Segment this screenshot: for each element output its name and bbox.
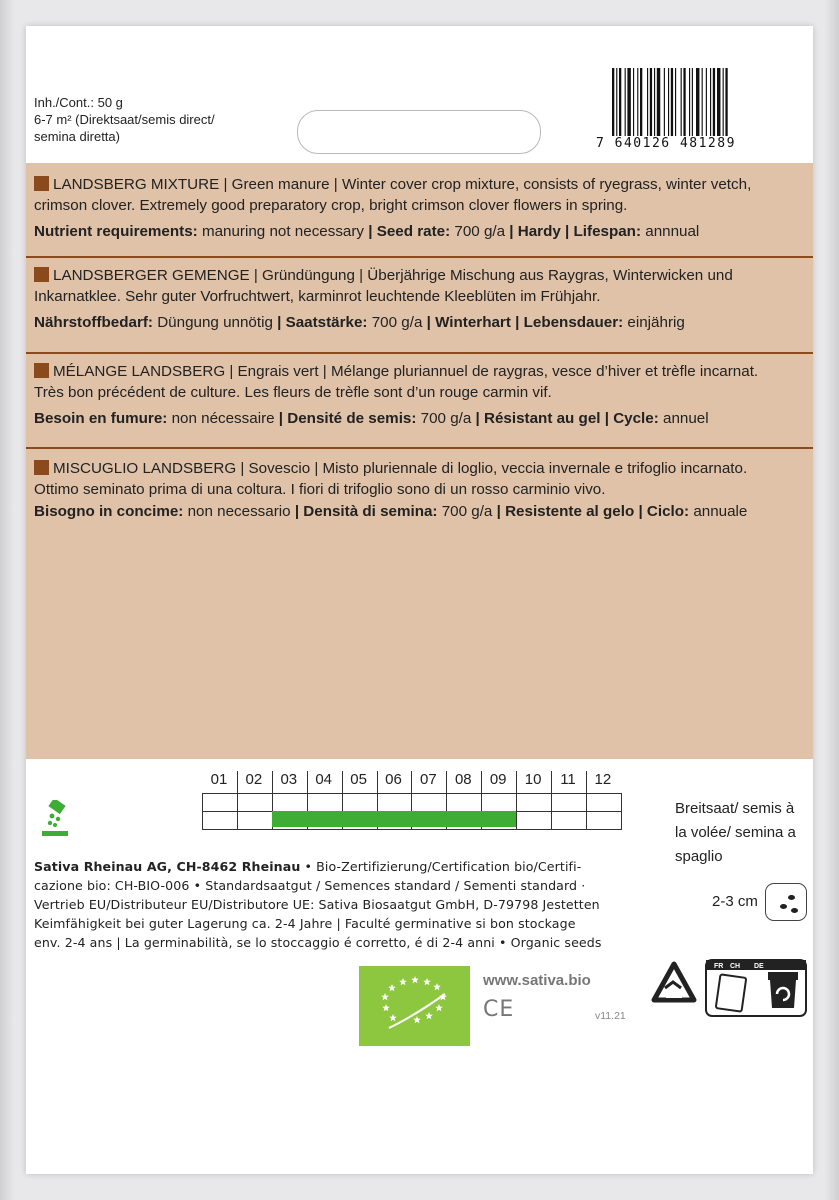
recycle-label-de: DE: [754, 963, 764, 970]
section-line-2: crimson clover. Extremely good preparatory crop, bright crimson clover flowers in spring.: [34, 197, 628, 214]
calendar-gridline: [237, 771, 238, 829]
section-line-2: Très bon précédent de culture. Les fleurs de trèfle sont d’un rouge carmin vif.: [34, 384, 552, 401]
nutrient-value: Düngung unnötig: [152, 314, 278, 331]
recycle-label-fr: FR: [714, 963, 724, 970]
section-marker: [34, 176, 49, 191]
month-label: 06: [385, 771, 402, 788]
sowing-method-line-1: Breitsaat/ semis à: [675, 800, 795, 817]
lifespan-key: | Lebensdauer:: [515, 314, 624, 331]
month-label: 02: [245, 771, 263, 788]
section-line-1: LANDSBERG MIXTURE | Green manure | Winter cover crop mixture, consists of ryegrass, winter vetch,: [53, 176, 752, 193]
section-italian: [34, 458, 806, 522]
seed-rate-value: 700 g/a: [416, 410, 476, 427]
month-label: 10: [524, 771, 542, 788]
nutrient-value: non necessario: [183, 503, 295, 520]
hardy-key: | Resistente al gelo: [496, 503, 639, 520]
section-marker: [34, 267, 49, 282]
lifespan-value: einjährig: [623, 314, 685, 331]
month-label: 03: [280, 771, 298, 788]
section-marker: [34, 363, 49, 378]
section-line-1: MÉLANGE LANDSBERG | Engrais vert | Mélange pluriannuel de raygras, vesce d’hiver et trèfle incarnat.: [53, 363, 759, 380]
seed-rate-value: 700 g/a: [450, 223, 510, 240]
section-german: [34, 265, 806, 333]
seed-rate-key: | Densità di semina:: [294, 503, 438, 520]
lifespan-value: annuale: [689, 503, 748, 520]
website-link[interactable]: www.sativa.bio: [483, 972, 591, 989]
eu-organic-logo: [359, 966, 470, 1046]
month-label: 08: [454, 771, 472, 788]
nutrient-key: Bisogno in concime:: [34, 503, 184, 520]
section-marker: [34, 460, 49, 475]
hardy-key: | Winterhart: [426, 314, 516, 331]
company-line-5: env. 2-4 ans | La germinabilità, se lo stoccaggio é corretto, é di 2-4 anni • Organic seeds: [34, 935, 602, 950]
hardy-key: | Hardy: [509, 223, 566, 240]
lifespan-value: annuel: [658, 410, 709, 427]
lifespan-value: annnual: [641, 223, 700, 240]
seed-rate-value: 700 g/a: [367, 314, 427, 331]
section-line-1: MISCUGLIO LANDSBERG | Sovescio | Misto pluriennale di loglio, veccia invernale e trifoglio incarnato.: [53, 460, 748, 477]
calendar-gridline: [202, 793, 622, 794]
nutrient-value: non nécessaire: [167, 410, 279, 427]
company-line-3: Vertrieb EU/Distributeur EU/Distributore UE: Sativa Biosaatgut GmbH, D-79798 Jestetten: [34, 897, 600, 912]
month-label: 01: [210, 771, 228, 788]
section-divider: [26, 352, 813, 354]
seed-rate-key: | Saatstärke:: [277, 314, 368, 331]
hardy-key: | Résistant au gel: [475, 410, 605, 427]
content-info: [34, 94, 215, 145]
sowing-area-line-1: 6-7 m² (Direktsaat/semis direct/: [34, 112, 215, 127]
sowing-depth: 2-3 cm: [712, 893, 758, 910]
section-line-2: Inkarnatklee. Sehr guter Vorfruchtwert, karminrot leuchtende Kleeblüten im Frühjahr.: [34, 288, 601, 305]
company-line-2: cazione bio: CH-BIO-006 • Standardsaatgut / Semences standard / Sementi standard ·: [34, 878, 586, 893]
seed-rate-key: | Densité de semis:: [278, 410, 417, 427]
company-line-1: • Bio-Zertifizierung/Certification bio/Certifi-: [300, 859, 582, 874]
recycling-info: [648, 958, 808, 1018]
version-label: v11.21: [595, 1010, 626, 1022]
company-info: [34, 857, 634, 952]
month-label: 07: [420, 771, 437, 788]
seed-rate-value: 700 g/a: [437, 503, 497, 520]
ce-mark: CE: [483, 997, 515, 1022]
lifespan-key: | Ciclo:: [638, 503, 690, 520]
month-label: 04: [315, 771, 333, 788]
calendar-gridline: [586, 771, 587, 829]
section-english: [34, 174, 806, 242]
recycle-triangle-icon: [654, 964, 694, 1000]
month-label: 05: [350, 771, 367, 788]
hang-hole: [297, 110, 541, 154]
lifespan-key: | Cycle:: [604, 410, 659, 427]
sowing-method-line-3: spaglio: [675, 848, 723, 865]
broadcast-sowing-icon: [38, 800, 72, 840]
nutrient-key: Nutrient requirements:: [34, 223, 198, 240]
section-divider: [26, 447, 813, 449]
company-name: Sativa Rheinau AG, CH-8462 Rheinau: [34, 859, 301, 874]
lifespan-key: | Lifespan:: [565, 223, 642, 240]
sowing-method: [675, 797, 825, 869]
month-label: 09: [489, 771, 507, 788]
barcode-digits: 7 640126 481289: [596, 136, 736, 151]
nutrient-key: Besoin en fumure:: [34, 410, 168, 427]
calendar-gridline: [551, 771, 552, 829]
seed-depth-icon: [765, 883, 807, 921]
content-weight: Inh./Cont.: 50 g: [34, 95, 123, 110]
seed-rate-key: | Seed rate:: [368, 223, 451, 240]
sowing-period-bar: [272, 811, 516, 827]
sowing-area-line-2: semina diretta): [34, 129, 120, 144]
section-divider: [26, 256, 813, 258]
section-line-1: LANDSBERGER GEMENGE | Gründüngung | Überjährige Mischung aus Raygras, Winterwicken und: [53, 267, 733, 284]
month-label: 11: [560, 771, 576, 788]
bin-icon: [768, 972, 798, 1008]
nutrient-key: Nährstoffbedarf:: [34, 314, 153, 331]
section-french: [34, 361, 806, 429]
recycle-label-ch: CH: [730, 963, 741, 970]
nutrient-value: manuring not necessary: [197, 223, 369, 240]
sowing-method-line-2: la volée/ semina a: [675, 824, 796, 841]
month-label: 12: [594, 771, 612, 788]
calendar-gridline: [516, 771, 517, 829]
calendar-gridline: [202, 829, 622, 830]
section-line-2: Ottimo seminato prima di una coltura. I fiori di trifoglio sono di un rosso carminio vivo.: [34, 481, 606, 498]
company-line-4: Keimfähigkeit bei guter Lagerung ca. 2-4 Jahre | Faculté germinative si bon stockage: [34, 916, 576, 931]
